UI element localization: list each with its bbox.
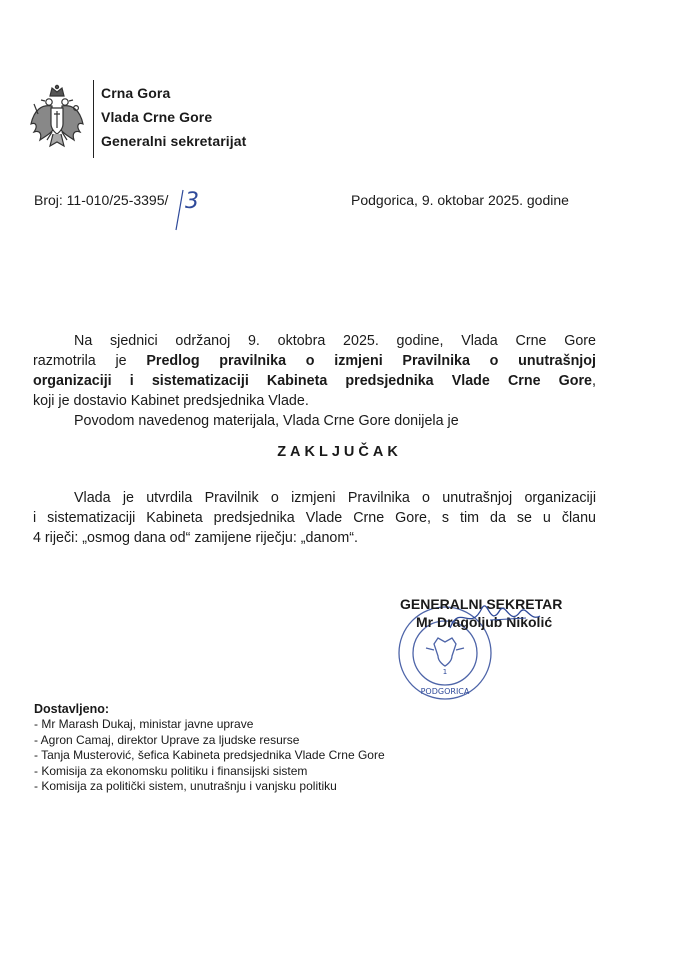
list-item: - Agron Camaj, direktor Uprave za ljudske resurse bbox=[34, 732, 300, 747]
body-line-3 bbox=[33, 371, 596, 391]
stamp-number: 1 bbox=[442, 668, 448, 676]
distribution-list bbox=[34, 717, 385, 795]
conclusion-title: ZAKLJUČAK bbox=[277, 444, 402, 460]
proposal-title-part-1: Predlog pravilnika o izmjeni Pravilnika o unutrašnjoj bbox=[146, 353, 596, 369]
distribution-heading: Dostavljeno: bbox=[34, 702, 110, 716]
list-item: - Tanja Musterović, šefica Kabineta predsjednika Vlade Crne Gore bbox=[34, 748, 385, 763]
body-line-4: koji je dostavio Kabinet predsjednika Vlade. bbox=[33, 393, 309, 409]
place-and-date: Podgorica, 9. oktobar 2025. godine bbox=[351, 192, 569, 208]
signatory-name: Mr Dragoljub Nikolić bbox=[416, 614, 553, 630]
body-line-1: Na sjednici održanoj 9. oktobra 2025. godine, Vlada Crne Gore bbox=[74, 333, 596, 349]
header-divider bbox=[93, 80, 94, 158]
body-paragraph-2: Povodom navedenog materijala, Vlada Crne Gore donijela je bbox=[74, 413, 459, 429]
handwritten-number bbox=[175, 186, 215, 234]
svg-text:3: 3 bbox=[185, 189, 199, 214]
conclusion-line-2: i sistematizaciji Kabineta predsjednika Vlade Crne Gore, s tim da se u članu bbox=[33, 510, 596, 526]
body-line-3-comma: , bbox=[592, 373, 596, 389]
list-item: - Komisija za politički sistem, unutrašnju i vanjsku politiku bbox=[34, 779, 337, 794]
coat-of-arms-icon bbox=[28, 84, 86, 156]
conclusion-line-1: Vlada je utvrdila Pravilnik o izmjeni Pravilnika o unutrašnjoj organizaciji bbox=[74, 490, 596, 506]
signatory-title: GENERALNI SEKRETAR bbox=[400, 596, 563, 612]
reference-number: Broj: 11-010/25-3395/ bbox=[34, 192, 169, 208]
proposal-title-part-2: organizaciji i sistematizaciji Kabineta predsjednika Vlade Crne Gore bbox=[33, 373, 593, 389]
list-item: - Mr Marash Dukaj, ministar javne uprave bbox=[34, 717, 254, 731]
body-line-2 bbox=[33, 351, 596, 371]
stamp-city: PODGORICA bbox=[420, 687, 470, 696]
conclusion-line-3: 4 riječi: „osmog dana od“ zamijene riječju: „danom“. bbox=[33, 530, 358, 546]
body-line-2-text: razmotrila je bbox=[33, 353, 147, 369]
handwritten-signature bbox=[430, 598, 560, 638]
header-government: Vlada Crne Gore bbox=[101, 109, 213, 125]
list-item: - Komisija za ekonomsku politiku i finansijski sistem bbox=[34, 763, 308, 778]
header-secretariat: Generalni sekretarijat bbox=[101, 133, 247, 149]
header-country: Crna Gora bbox=[101, 85, 171, 101]
